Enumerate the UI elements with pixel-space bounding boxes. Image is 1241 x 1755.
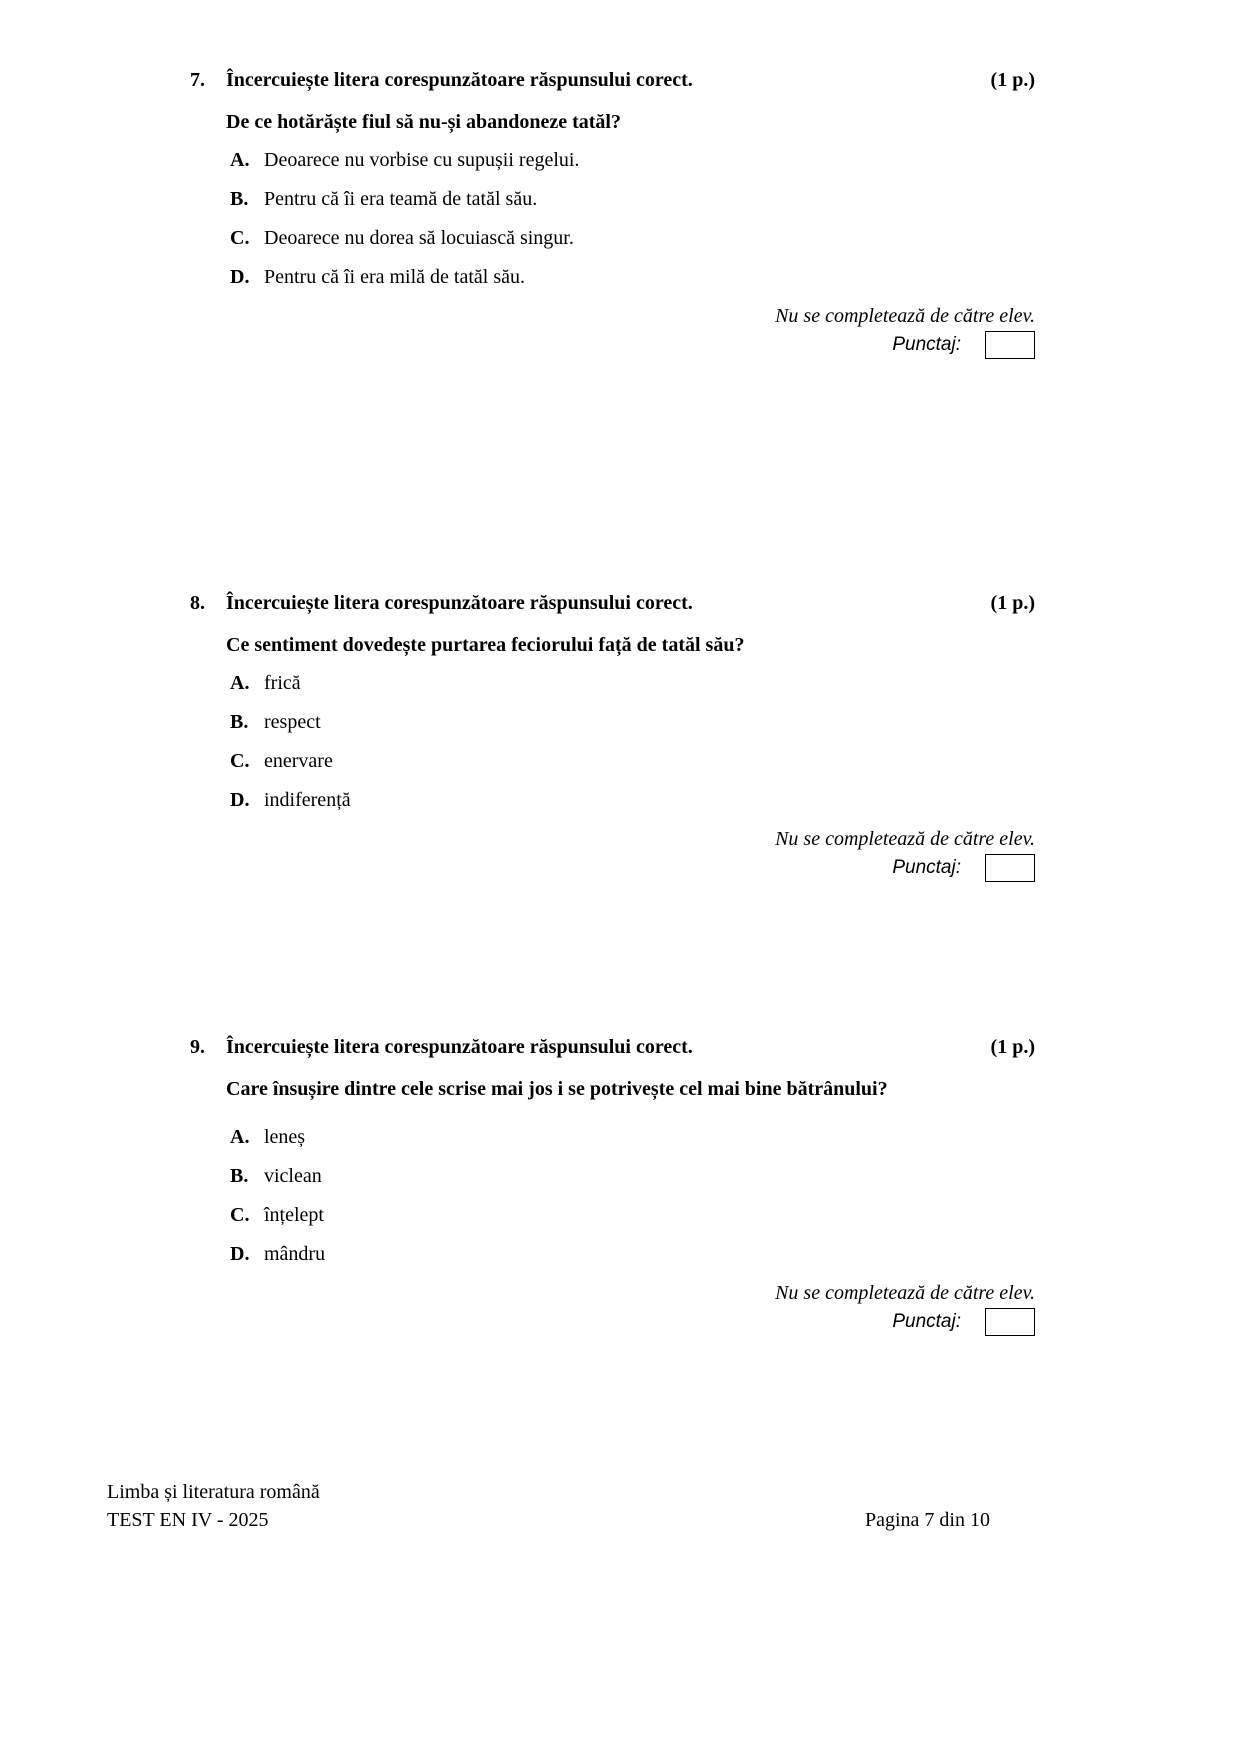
- option-text: leneș: [264, 1126, 306, 1148]
- option-c: [230, 1203, 1035, 1227]
- option-letter: D.: [230, 1243, 250, 1265]
- option-b: [230, 187, 1035, 211]
- option-d: [230, 788, 1035, 812]
- question-number: 7.: [190, 69, 205, 91]
- score-row: [190, 1308, 1035, 1336]
- score-row: [190, 331, 1035, 359]
- score-row: [190, 854, 1035, 882]
- option-text: Deoarece nu dorea să locuiască singur.: [264, 227, 574, 249]
- footer-subject: Limba și literatura română: [107, 1481, 320, 1503]
- options-list: [230, 671, 1035, 812]
- option-text: frică: [264, 672, 301, 694]
- question-instruction: Încercuiește litera corespunzătoare răspunsului corect.: [226, 1036, 693, 1058]
- option-b: [230, 1164, 1035, 1188]
- option-text: viclean: [264, 1165, 322, 1187]
- option-d: [230, 265, 1035, 289]
- option-d: [230, 1242, 1035, 1266]
- option-a: [230, 671, 1035, 695]
- question-block-8: [190, 591, 1035, 882]
- question-instruction: Încercuiește litera corespunzătoare răspunsului corect.: [226, 69, 693, 91]
- question-block-7: [190, 68, 1035, 359]
- option-text: Deoarece nu vorbise cu supușii regelui.: [264, 149, 580, 171]
- option-a: [230, 1125, 1035, 1149]
- option-text: mândru: [264, 1243, 326, 1265]
- option-letter: D.: [230, 266, 250, 288]
- score-box: [985, 854, 1035, 882]
- option-letter: A.: [230, 672, 250, 694]
- examiner-note: Nu se completează de către elev.: [775, 828, 1035, 850]
- option-c: [230, 226, 1035, 250]
- option-text: respect: [264, 711, 321, 733]
- option-text: Pentru că îi era milă de tatăl său.: [264, 266, 526, 288]
- option-c: [230, 749, 1035, 773]
- score-box: [985, 331, 1035, 359]
- question-header: [190, 1035, 1035, 1059]
- score-label: Punctaj:: [892, 1311, 961, 1332]
- page-footer: [107, 1478, 990, 1534]
- question-number: 8.: [190, 592, 205, 614]
- question-text: Care însușire dintre cele scrise mai jos i se potrivește cel mai bine bătrânului?: [226, 1078, 888, 1100]
- question-header: [190, 68, 1035, 92]
- options-list: [230, 148, 1035, 289]
- examiner-note: Nu se completează de către elev.: [775, 305, 1035, 327]
- footer-test-name: TEST EN IV - 2025: [107, 1509, 269, 1531]
- examiner-note: Nu se completează de către elev.: [775, 1282, 1035, 1304]
- question-points: (1 p.): [990, 1036, 1035, 1058]
- option-text: înțelept: [264, 1204, 324, 1226]
- question-block-9: [190, 1035, 1035, 1336]
- option-letter: C.: [230, 1204, 250, 1226]
- question-number: 9.: [190, 1036, 205, 1058]
- option-letter: C.: [230, 227, 250, 249]
- option-letter: A.: [230, 1126, 250, 1148]
- option-text: indiferență: [264, 789, 351, 811]
- score-label: Punctaj:: [892, 857, 961, 878]
- option-letter: B.: [230, 711, 249, 733]
- question-instruction: Încercuiește litera corespunzătoare răspunsului corect.: [226, 592, 693, 614]
- option-text: enervare: [264, 750, 333, 772]
- question-points: (1 p.): [990, 592, 1035, 614]
- score-label: Punctaj:: [892, 334, 961, 355]
- option-text: Pentru că îi era teamă de tatăl său.: [264, 188, 538, 210]
- question-header: [190, 591, 1035, 615]
- options-list: [230, 1125, 1035, 1266]
- footer-left: [107, 1478, 320, 1534]
- score-box: [985, 1308, 1035, 1336]
- option-letter: B.: [230, 1165, 249, 1187]
- option-letter: B.: [230, 188, 249, 210]
- option-letter: D.: [230, 789, 250, 811]
- question-points: (1 p.): [990, 69, 1035, 91]
- question-text: De ce hotărăște fiul să nu-și abandoneze tatăl?: [226, 111, 621, 133]
- option-letter: C.: [230, 750, 250, 772]
- question-text: Ce sentiment dovedește purtarea feciorului față de tatăl său?: [226, 634, 745, 656]
- footer-page-number: Pagina 7 din 10: [865, 1509, 990, 1531]
- option-letter: A.: [230, 149, 250, 171]
- option-b: [230, 710, 1035, 734]
- option-a: [230, 148, 1035, 172]
